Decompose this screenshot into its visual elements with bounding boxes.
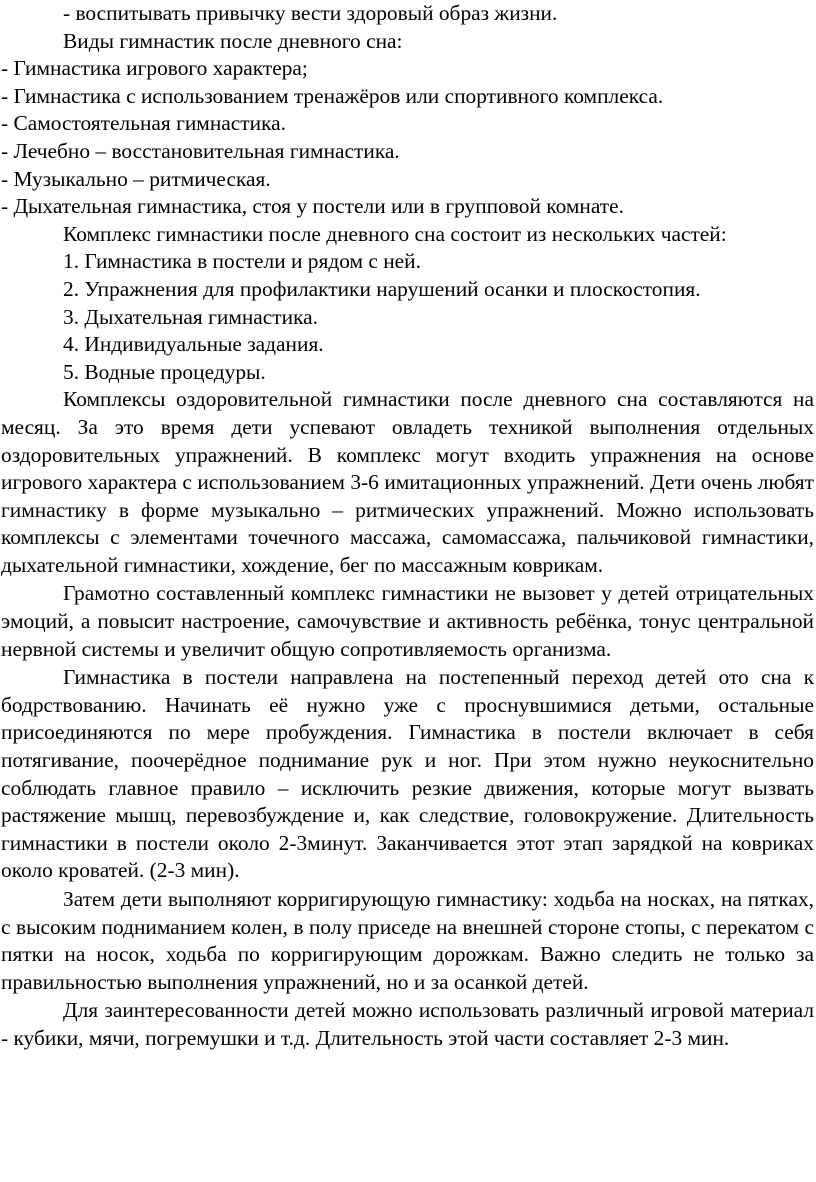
paragraph: Грамотно составленный комплекс гимнастики не вызовет у детей отрицательных эмоций, а повысит настроение, самочувствие и активность ребёнка, тонус центральной нервной системы и увеличит общую сопротивляемость организма. xyxy=(1,581,814,661)
paragraph: Гимнастика в постели направлена на постепенный переход детей ото сна к бодрствованию. Начинать её нужно уже с проснувшимися детьми, остальные присоединяются по мере пробуждения. Гимнастика в постели включает в себя потягивание, поочерёдное поднимание рук и ног. При этом нужно неукоснительно соблюдать главное правило – исключить резкие движения, которые могут вызвать растяжение мышц, перевозбуждение и, как следствие, головокружение. Длительность гимнастики в постели около 2-3минут. Заканчивается этот этап зарядкой на ковриках около кроватей. (2-3 мин). xyxy=(1,665,814,883)
list-item: - Лечебно – восстановительная гимнастика. xyxy=(1,138,400,163)
types-list xyxy=(1,55,814,221)
list-item: 1. Гимнастика в постели и рядом с ней. xyxy=(63,249,421,274)
list-item: - Дыхательная гимнастика, стоя у постели или в групповой комнате. xyxy=(1,194,624,219)
paragraph: Комплексы оздоровительной гимнастики после дневного сна составляются на месяц. За это время дети успевают овладеть техникой выполнения отдельных оздоровительных упражнений. В комплекс могут входить упражнения на основе игрового характера с использованием 3-6 имитационных упражнений. Дети очень любят гимнастику в форме музыкально – ритмических упражнений. Можно использовать комплексы с элементами точечного массажа, самомассажа, пальчиковой гимнастики, дыхательной гимнастики, хождение, бег по массажным коврикам. xyxy=(1,387,814,577)
list-item: 5. Водные процедуры. xyxy=(63,359,266,384)
list-item: 2. Упражнения для профилактики нарушений осанки и плоскостопия. xyxy=(63,276,701,301)
list-item: - Самостоятельная гимнастика. xyxy=(1,111,286,136)
paragraph: Затем дети выполняют корригирующую гимнастику: ходьба на носках, на пятках, с высоким подниманием колен, в полу приседе на внешней стороне стопы, с перекатом с пятки на носок, ходьба по корригирующим дорожкам. Важно следить не только за правильностью выполнения упражнений, но и за осанкой детей. xyxy=(1,887,814,994)
paragraph: Для заинтересованности детей можно использовать различный игровой материал - кубики, мячи, погремушки и т.д. Длительность этой части составляет 2-3 мин. xyxy=(1,998,814,1050)
parts-list xyxy=(1,248,814,386)
list-item: 4. Индивидуальные задания. xyxy=(63,332,324,357)
list-item: - Гимнастика с использованием тренажёров или спортивного комплекса. xyxy=(1,83,664,108)
intro-line: - воспитывать привычку вести здоровый образ жизни. xyxy=(63,1,558,25)
list-item: 3. Дыхательная гимнастика. xyxy=(63,304,319,329)
list-item: - Гимнастика игрового характера; xyxy=(1,56,308,81)
types-heading: Виды гимнастик после дневного сна: xyxy=(63,28,403,53)
parts-heading: Комплекс гимнастики после дневного сна состоит из нескольких частей: xyxy=(63,221,727,246)
document-page xyxy=(1,0,814,1053)
list-item: - Музыкально – ритмическая. xyxy=(1,166,271,191)
